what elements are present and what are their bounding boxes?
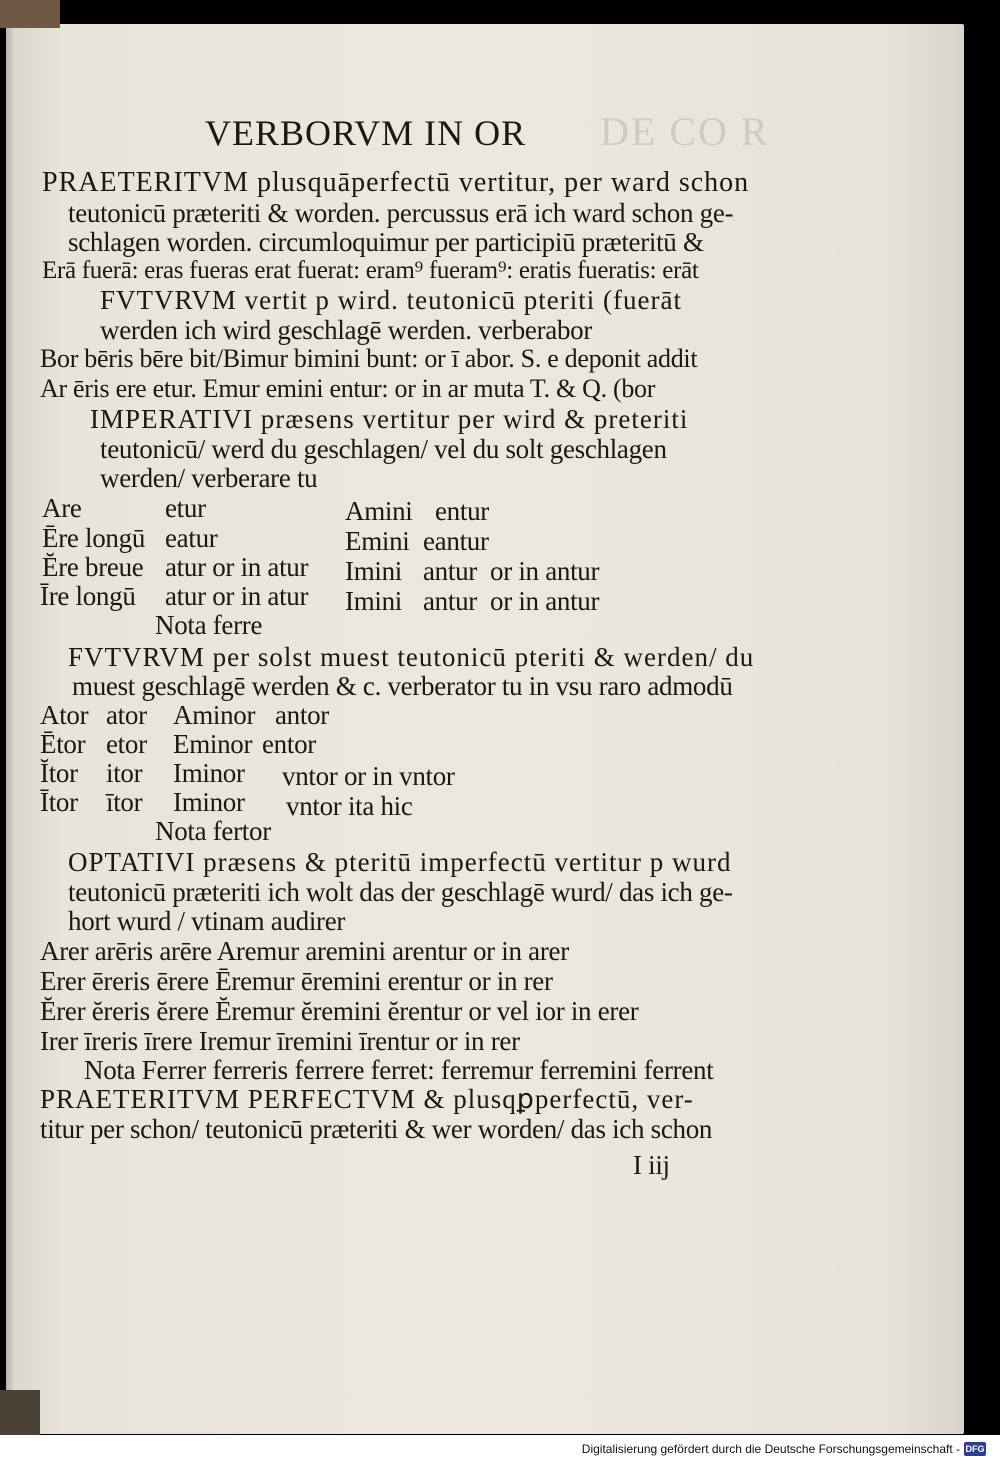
table-cell: Ītor xyxy=(40,787,78,817)
text-line: schlagen worden. circumloquimur per participiū præteritū & xyxy=(68,227,704,257)
table-cell: Are xyxy=(42,493,82,523)
signature-mark: I iij xyxy=(633,1150,670,1180)
table-cell: Imini xyxy=(345,556,402,586)
text-line: werden ich wird geschlagē werden. verberabor xyxy=(100,315,593,345)
text-line: teutonicū præteriti & worden. percussus erā ich ward schon ge- xyxy=(68,198,734,228)
text-line: Ĕrer ĕreris ĕrere Ĕremur ĕremini ĕrentur or vel ior in erer xyxy=(40,996,639,1026)
table-cell: entur xyxy=(435,496,489,526)
text-line: Bor bēris bēre bit/Bimur bimini bunt: or ī abor. S. e deponit addit xyxy=(40,344,698,373)
text-line: Erer ēreris ērere Ēremur ēremini erentur or in rer xyxy=(40,966,553,996)
text-line: teutonicū/ werd du geschlagen/ vel du solt geschlagen xyxy=(100,434,667,464)
table-cell: or in antur xyxy=(490,556,600,586)
text-line: Nota Ferrer ferreris ferrere ferret: ferremur ferremini ferrent xyxy=(84,1055,714,1085)
table-cell: antor xyxy=(275,700,329,730)
text-line: Ar ēris ere etur. Emur emini entur: or in ar muta T. & Q. (bor xyxy=(40,374,656,403)
table-cell: Amini xyxy=(345,496,413,526)
text-line: titur per schon/ teutonicū præteriti & wer worden/ das ich schon xyxy=(40,1114,713,1144)
text-line: PRAETERITVM PERFECTVM & plusqꝑperfectū, ver- xyxy=(40,1084,694,1114)
table-cell: vntor ita hic xyxy=(286,791,413,821)
table-cell: Ator xyxy=(40,700,89,730)
table-cell: itor xyxy=(106,758,143,788)
footer-bar xyxy=(0,1435,1000,1465)
table-cell: atur or in atur xyxy=(165,581,309,611)
text-line: werden/ verberare tu xyxy=(100,463,318,493)
table-cell: antur xyxy=(423,556,477,586)
table-note: Nota ferre xyxy=(155,610,263,640)
table-cell: eantur xyxy=(423,526,489,556)
text-line: FVTVRVM per solst muest teutonicū pteriti & werden/ du xyxy=(68,642,755,672)
table-cell: Imini xyxy=(345,586,402,616)
table-cell: Aminor xyxy=(173,700,256,730)
bleed-through-text: DE CO R xyxy=(600,109,770,154)
table-cell: Eminor xyxy=(173,729,253,759)
text-line: Irer īreris īrere Iremur īremini īrentur or in rer xyxy=(40,1026,520,1056)
table-cell: atur or in atur xyxy=(165,552,309,582)
text-line: teutonicū præteriti ich wolt das der geschlagē wurd/ das ich ge- xyxy=(68,877,733,907)
table-cell: Ēre longū xyxy=(42,523,146,553)
text-line: hort wurd / vtinam audirer xyxy=(68,906,346,936)
text-line: IMPERATIVI præsens vertitur per wird & preteriti xyxy=(90,404,689,434)
funding-credit: Digitalisierung gefördert durch die Deutsche Forschungsgemeinschaft - xyxy=(581,1442,960,1456)
text-line: PRAETERITVM plusquāperfectū vertitur, per ward schon xyxy=(42,167,750,198)
table-cell: etur xyxy=(165,493,206,523)
table-cell: antur xyxy=(423,586,477,616)
table-cell: Iminor xyxy=(173,787,245,817)
table-cell: Emini xyxy=(345,526,410,556)
table-cell: eatur xyxy=(165,523,218,553)
text-line: OPTATIVI præsens & pteritū imperfectū vertitur p wurd xyxy=(68,847,732,877)
table-cell: ītor xyxy=(106,787,143,817)
table-cell: Ĕre breue xyxy=(42,552,144,582)
table-cell: Ĭtor xyxy=(40,758,78,788)
table-note: Nota fertor xyxy=(155,816,271,846)
table-cell: Iminor xyxy=(173,758,245,788)
table-cell: etor xyxy=(106,729,147,759)
text-line: muest geschlagē werden & c. verberator tu in vsu raro admodū xyxy=(72,671,733,701)
page-heading: VERBORVM IN OR xyxy=(205,113,527,153)
table-cell: Īre longū xyxy=(40,581,136,611)
book-binding-bottom xyxy=(0,1390,40,1435)
table-cell: vntor or in vntor xyxy=(282,761,455,791)
text-line: FVTVRVM vertit p wird. teutonicū pteriti (fuerāt xyxy=(100,285,682,315)
text-line: Erā fuerā: eras fueras erat fuerat: eram⁹ fueram⁹: eratis fueratis: erāt xyxy=(42,257,699,284)
table-cell: ator xyxy=(106,700,147,730)
table-cell: entor xyxy=(262,729,316,759)
book-binding-top xyxy=(0,0,60,28)
page-edge xyxy=(6,24,16,1434)
table-cell: or in antur xyxy=(490,586,600,616)
text-line: Arer arēris arēre Aremur aremini arentur or in arer xyxy=(40,936,569,966)
dfg-logo: DFG xyxy=(965,1444,985,1454)
table-cell: Ētor xyxy=(40,729,86,759)
